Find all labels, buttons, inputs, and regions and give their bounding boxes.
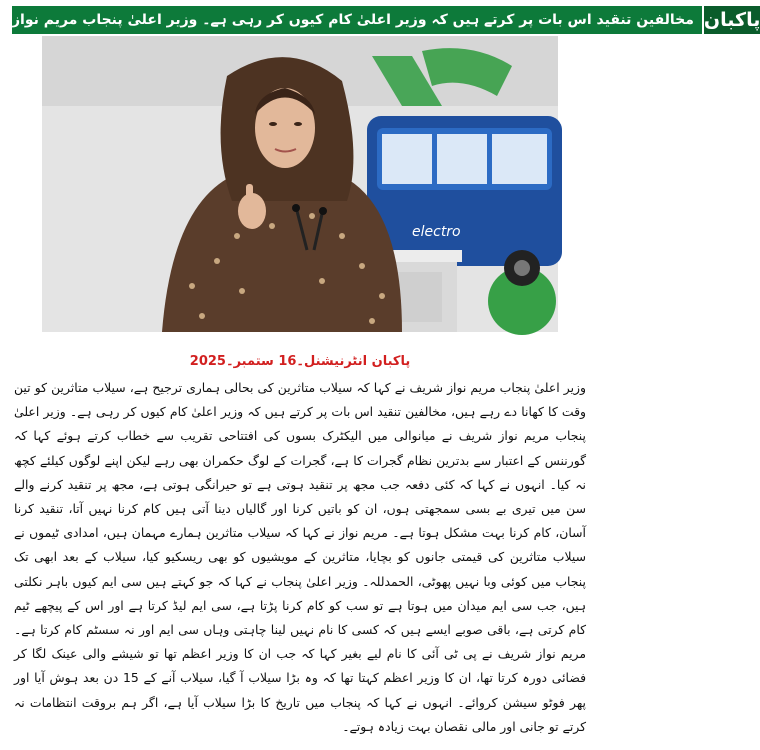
- dateline: پاکبان انٹرنیشنل۔16 ستمبر۔2025: [189, 354, 411, 369]
- headline: مخالفین تنقید اس بات پر کرتے ہیں کہ وزیر اعلیٰ کام کیوں کر رہی ہے۔ وزیر اعلیٰ پنجاب مریم نواز: [12, 6, 702, 34]
- brand-logo: پاکبان: [702, 6, 760, 34]
- article-body: وزیر اعلیٰ پنجاب مریم نواز شریف نے کہا کہ سیلاب متاثرین کی بحالی ہماری ترجیح ہے، سیلاب متاثرین کو تین وقت کا کھانا دے رہے ہیں، مخالفین تنقید اس بات پر کرتے ہیں کہ وزیر اعلیٰ کام کیوں کر رہی ہے۔ وزیر اعلیٰ پنجاب مریم نواز شریف نے میانوالی میں الیکٹرک بسوں کی افتتاحی تقریب سے خطاب کرتے ہوئے کہا کہ گورننس کے اعتبار سے بدترین نظام گجرات کا ہے، گجرات کے لوگ حکمران بھی رہے لیکن اپنے لوگوں کیلئے کچھ نہ کیا۔ انہوں نے کہا کہ کئی دفعہ جب مجھ پر تنقید ہوتی ہے تو حیرانگی ہوتی ہے، مجھ پر تنقید کرنے والے سن میں تیری بے بسی سمجھتی ہوں، ان کو باتیں کرنا اور گالیاں دینا آتی ہیں کام کرنا نہیں آتا، تنقید کرنا آسان، کام کرنا بہت مشکل ہوتا ہے۔ مریم نواز نے کہا کہ سیلاب متاثرین ہمارے مہمان ہیں، امدادی ٹیموں نے سیلاب متاثرین کی قیمتی جانوں کو بچایا، متاثرین کے مویشیوں کو بھی ریسکیو کیا، سیلاب کے بعد ابھی تک پنجاب میں کوئی وبا نہیں پھوٹی، الحمدللہ۔ وزیر اعلیٰ پنجاب نے کہا کہ جو کہتے ہیں سی ایم کیوں باہر نکلتی ہیں، جب سی ایم میدان میں ہوتا ہے تو سب کو کام کرنا پڑتا ہے، سی ایم لیڈ کرتا ہے اور اس کے پیچھے ٹیم کام کرتی ہے، باقی صوبے ایسے ہیں کہ کسی کا نام نہیں لینا چاہتی وہاں سی ایم اور نہ سسٹم کام کرتا ہے۔ مریم نواز شریف نے پی ٹی آئی کا نام لیے بغیر کہا کہ جب ان کا وزیر اعظم تھا تو شیشے والی عینک لگا کر فضائی دورہ کرتا تھا، ان کا وزیر اعظم کہتا تھا کہ وہ بڑا سیلاب آ گیا، سیلاب آنے کے 15 دن بعد ہوش آیا اور پھر فوٹو سیشن کروائے۔ انہوں نے کہا کہ پنجاب میں تاریخ کا بڑا سیلاب آیا ہے، اگر ہم بروقت انتظامات نہ کرتے تو جانی اور مالی نقصان بہت زیادہ ہوتے۔: [14, 380, 586, 734]
- speaker-at-podium-illustration: [42, 36, 558, 332]
- header-bar: [12, 6, 760, 34]
- svg-text:electro: electro: [412, 224, 461, 240]
- news-photo: [42, 36, 558, 332]
